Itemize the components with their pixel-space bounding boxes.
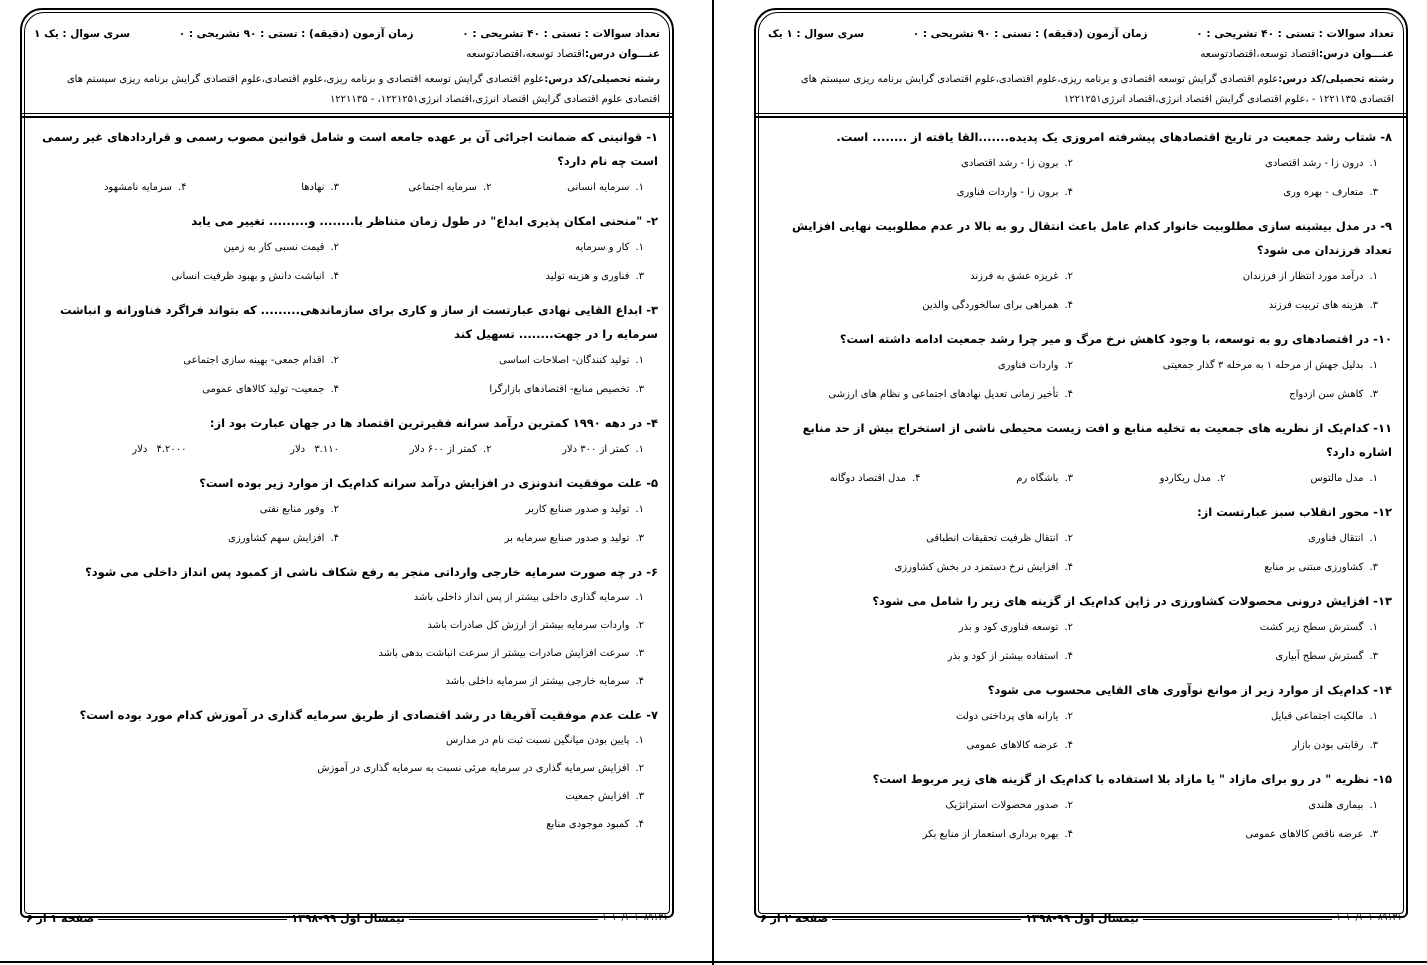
option[interactable] — [34, 233, 339, 262]
option-text: استفاده بیشتر از کود و بذر — [947, 651, 1059, 662]
question — [768, 767, 1392, 791]
question-text: در چه صورت سرمایه خارجی وارداتی منجر به رفع شکاف ناشی از کمبود پس انداز داخلی می شود؟ — [85, 565, 643, 579]
option-number: ۱. — [635, 444, 644, 455]
option[interactable] — [1073, 731, 1378, 760]
options — [768, 524, 1392, 582]
option[interactable] — [1073, 291, 1378, 320]
option-text: تخصیص منابع- اقتصادهای بازارگرا — [489, 384, 630, 395]
option-number: ۱. — [635, 182, 644, 193]
page-divider — [712, 0, 714, 965]
option[interactable] — [768, 791, 1073, 820]
option-number: ۱. — [635, 355, 644, 366]
option[interactable] — [1073, 149, 1378, 178]
option[interactable] — [1073, 820, 1378, 849]
question — [34, 298, 658, 346]
question — [768, 416, 1392, 464]
option-number: ۴. — [1064, 829, 1073, 840]
exam-code: ۱۰۱۰/۱۰۱۰۸۹۱۳۱ — [602, 913, 668, 923]
option-text: قیمت نسبی کار به زمین — [223, 242, 325, 253]
option-number: ۲. — [1064, 271, 1073, 282]
option[interactable] — [1073, 262, 1378, 291]
option-text: کمتر از ۳۰۰ دلار — [562, 444, 630, 455]
option-text: درآمد مورد انتظار از فرزندان — [1242, 271, 1364, 282]
option[interactable] — [768, 149, 1073, 178]
question-number: ۳- — [646, 303, 658, 317]
options — [34, 435, 658, 464]
option-number: ۴. — [156, 444, 166, 455]
option-text: افزایش جمعیت — [565, 791, 630, 802]
option-text: متعارف - بهره وری — [1283, 187, 1364, 198]
option-text: تولید کنندگان- اصلاحات اساسی — [499, 355, 630, 366]
option-number: ۲. — [330, 355, 339, 366]
question — [34, 471, 658, 495]
option-number: ۱. — [1369, 533, 1378, 544]
question-text: کدام‌یک از نظریه های جمعیت به تخلیه منابع و افت زیست محیطی ناشی از استخراج بیش از حد منابع اشاره دارد؟ — [802, 421, 1392, 459]
option-text: عرضه ناقص کالاهای عمومی — [1245, 829, 1364, 840]
option-number: ۲. — [330, 242, 339, 253]
option-number: ۳. — [635, 533, 644, 544]
option-number: ۲. — [1064, 622, 1073, 633]
question-text: کدام‌یک از موارد زیر از موانع نوآوری های القایی محسوب می شود؟ — [987, 683, 1370, 697]
option-number: ۱. — [635, 592, 644, 603]
option-text: مدل اقتصاد دوگانه — [829, 473, 906, 484]
course-label: عنـــوان درس: — [584, 48, 660, 60]
question-number: ۱۱- — [1373, 421, 1392, 435]
option-text: درون زا - رشد اقتصادی — [1265, 158, 1364, 169]
option-number: ۴. — [1064, 389, 1073, 400]
option-text: انتقال فناوری — [1307, 533, 1364, 544]
option-number: ۱. — [1369, 800, 1378, 811]
option-number: ۱. — [1369, 622, 1378, 633]
option-text: انتقال ظرفیت تحقیقات انطباقی — [926, 533, 1059, 544]
question-text: در دهه ۱۹۹۰ کمترین درآمد سرانه فقیرترین اقتصاد ها در جهان عبارت بود از: — [209, 416, 643, 430]
question-text: افزایش درونی محصولات کشاورزی در ژاپن کدام‌یک از گزینه های زیر را شامل می شود؟ — [872, 594, 1370, 608]
footer-rule — [409, 916, 598, 920]
question-text: نظریه " در رو برای مازاد " یا مازاد بلا استفاده با کدام‌یک از گزینه های زیر مربوط است؟ — [872, 772, 1370, 786]
option-number: ۲. — [1064, 533, 1073, 544]
option[interactable] — [339, 346, 644, 375]
page-number: صفحه ۱ از ۶ — [26, 911, 95, 925]
footer-rule — [832, 916, 1021, 920]
option-number: ۴. — [177, 182, 187, 193]
question-number: ۲- — [646, 214, 658, 228]
option-number: ۴. — [635, 819, 644, 830]
question — [768, 125, 1392, 149]
option-number: ۴. — [330, 533, 339, 544]
field-label: رشته تحصیلی/کد درس: — [1278, 74, 1394, 85]
option-text: کار و سرمایه — [575, 242, 630, 253]
option-number: ۲. — [1064, 360, 1073, 371]
option[interactable] — [34, 612, 644, 640]
option-text: غریزه عشق به فرزند — [970, 271, 1059, 282]
option-text: سرعت افزایش صادرات بیشتر از سرعت انباشت بدهی باشد — [378, 648, 630, 659]
options — [768, 464, 1392, 493]
option[interactable] — [1073, 553, 1378, 582]
option-text: یارانه های پرداختی دولت — [955, 711, 1059, 722]
footer-rule — [1143, 916, 1332, 920]
option[interactable] — [34, 783, 644, 811]
option[interactable] — [34, 755, 644, 783]
option[interactable] — [768, 262, 1073, 291]
option[interactable] — [34, 640, 644, 668]
option-text: واردات سرمایه بیشتر از ارزش کل صادرات باشد — [427, 620, 630, 631]
option-text: نهادها — [301, 182, 325, 193]
option-number: ۴. — [911, 473, 921, 484]
option-number: ۲. — [1064, 158, 1073, 169]
option[interactable] — [339, 173, 492, 202]
option-number: ۲. — [1064, 800, 1073, 811]
question-number: ۴- — [646, 416, 658, 430]
option[interactable] — [1073, 351, 1378, 380]
question-text: شتاب رشد جمعیت در تاریخ اقتصادهای پیشرفته امروزی یک پدیده.......القا یافته از ........ است. — [836, 130, 1377, 144]
exam-frame — [20, 8, 674, 918]
option-number: ۲. — [330, 504, 339, 515]
field-list: علوم اقتصادی گرایش توسعه اقتصادی و برنامه ریزی،علوم اقتصادی،علوم اقتصادی گرایش برنامه ریزی سیستم های اقتصادی علوم اقتصادی گرایش اقتصاد انرژی،اقتصاد انرژی۱۲۲۱۲۵۱، - ۱۲۲۱۱۳۵ — [66, 74, 660, 105]
option-number: ۳. — [635, 791, 644, 802]
options — [34, 727, 658, 839]
question — [34, 209, 658, 233]
question-number: ۱۴- — [1373, 683, 1392, 697]
options — [768, 702, 1392, 760]
option-text: فناوری و هزینه تولید — [545, 271, 630, 282]
question-number: ۶- — [646, 565, 658, 579]
options — [768, 149, 1392, 207]
exam-time: زمان آزمون (دقیقه) : تستی : ۹۰ تشریحی : ۰ — [912, 28, 1148, 40]
options — [34, 495, 658, 553]
option-text: سرمایه نامشهود — [103, 182, 172, 193]
option-text: افزایش سهم کشاورزی — [228, 533, 325, 544]
header-row-meta — [768, 24, 1394, 44]
question-number: ۸- — [1380, 130, 1392, 144]
option-number: ۳. — [314, 444, 323, 455]
question-list — [22, 125, 672, 839]
question-number: ۹- — [1380, 219, 1392, 233]
options — [34, 346, 658, 404]
option-number: ۴. — [1064, 187, 1073, 198]
option[interactable] — [34, 495, 339, 524]
question-number: ۱- — [646, 130, 658, 144]
question-number: ۱۵- — [1373, 772, 1392, 786]
option-text: گسترش سطح آبیاری — [1275, 651, 1364, 662]
option[interactable] — [768, 464, 921, 493]
option-text: توسعه فناوری کود و بذر — [958, 622, 1059, 633]
option[interactable] — [339, 435, 492, 464]
question-text: قوانینی که ضمانت اجرائی آن بر عهده جامعه است و شامل قوانین مصوب رسمی و قراردادهای غیر رسمی است چه نام دارد؟ — [42, 130, 658, 168]
header-row-course — [34, 48, 660, 66]
question — [768, 327, 1392, 351]
header-row-field — [34, 70, 660, 110]
option-text: برون زا - واردات فناوری — [956, 187, 1059, 198]
option[interactable] — [768, 291, 1073, 320]
option[interactable] — [1073, 642, 1378, 671]
options — [34, 173, 658, 202]
question — [768, 214, 1392, 262]
option-number: ۳. — [1369, 389, 1378, 400]
option-number: ۴. — [330, 384, 339, 395]
option-number: ۴. — [1064, 651, 1073, 662]
option-text: وفور منابع نفتی — [259, 504, 325, 515]
bottom-rule — [0, 961, 1427, 963]
option-number: ۴. — [330, 271, 339, 282]
option[interactable] — [492, 435, 645, 464]
option-text: صدور محصولات استراتژیک — [945, 800, 1059, 811]
option[interactable] — [492, 173, 645, 202]
option-number: ۱. — [1369, 711, 1378, 722]
question-text: علت موفقیت اندونزی در افزایش درآمد سرانه کدام‌یک از موارد زیر بوده است؟ — [199, 476, 643, 490]
question-text: در اقتصادهای رو به توسعه، با وجود کاهش نرخ مرگ و میر چرا رشد جمعیت ادامه داشته است؟ — [839, 332, 1370, 346]
question-number: ۱۳- — [1373, 594, 1392, 608]
option-number: ۱. — [635, 735, 644, 746]
question-number: ۵- — [646, 476, 658, 490]
option-text: مالکیت اجتماعی قبایل — [1270, 711, 1364, 722]
option-text: کاهش سن ازدواج — [1289, 389, 1364, 400]
option[interactable] — [1073, 178, 1378, 207]
option-text: مدل ریکاردو — [1159, 473, 1211, 484]
option-text: افزایش سرمایه گذاری در سرمایه مرئی نسبت به سرمایه گذاری در آموزش — [317, 763, 630, 774]
option-number: ۲. — [482, 182, 492, 193]
question-text: "منحنی امکان پذیری ابداع" در طول زمان متناظر با........ و......... تغییر می یابد — [191, 214, 643, 228]
options — [768, 613, 1392, 671]
option[interactable] — [34, 435, 187, 464]
option-number: ۳. — [635, 648, 644, 659]
option[interactable] — [921, 464, 1074, 493]
option-text: سرمایه گذاری داخلی بیشتر از پس انداز داخلی باشد — [413, 592, 630, 603]
option[interactable] — [1073, 524, 1378, 553]
option-text: عرضه کالاهای عمومی — [966, 740, 1059, 751]
option[interactable] — [768, 702, 1073, 731]
option-number: ۳. — [635, 271, 644, 282]
term-label: نیمسال اول ۹۹-۱۳۹۸ — [1025, 911, 1139, 925]
option-number: ۲. — [1064, 711, 1073, 722]
question-number: ۱۰- — [1373, 332, 1392, 346]
option[interactable] — [768, 613, 1073, 642]
option-text: سرمایه انسانی — [567, 182, 630, 193]
option-text: کمبود موجودی منابع — [546, 819, 630, 830]
question — [34, 125, 658, 173]
header-row-course — [768, 48, 1394, 66]
question — [768, 678, 1392, 702]
option-number: ۳. — [1369, 829, 1378, 840]
option[interactable] — [1073, 613, 1378, 642]
course-label: عنـــوان درس: — [1318, 48, 1394, 60]
exam-header — [22, 10, 672, 118]
option[interactable] — [768, 820, 1073, 849]
option[interactable] — [339, 524, 644, 553]
option-number: ۱. — [1369, 271, 1378, 282]
option[interactable] — [1226, 464, 1379, 493]
term-label: نیمسال اول ۹۹-۱۳۹۸ — [291, 911, 405, 925]
option-text: بدلیل جهش از مرحله ۱ به مرحله ۳ گذار جمعیتی — [1162, 360, 1364, 371]
exam-time: زمان آزمون (دقیقه) : تستی : ۹۰ تشریحی : ۰ — [178, 28, 414, 40]
option-text: باشگاه رم — [1016, 473, 1059, 484]
option-text: پایین بودن میانگین نسبت ثبت نام در مدارس — [445, 735, 630, 746]
option-text: ۲۰۰۰ دلار — [132, 444, 187, 455]
option[interactable] — [1073, 380, 1378, 409]
question-number: ۱۲- — [1373, 505, 1392, 519]
option-number: ۲. — [635, 620, 644, 631]
option[interactable] — [1073, 791, 1378, 820]
question — [768, 500, 1392, 524]
option[interactable] — [768, 380, 1073, 409]
option-number: ۲. — [635, 763, 644, 774]
option-text: واردات فناوری — [997, 360, 1059, 371]
option-text: تأخیر زمانی تعدیل نهادهای اجتماعی و نظام های ارزشی — [828, 389, 1059, 400]
header-row-meta — [34, 24, 660, 44]
option-text: جمعیت- تولید کالاهای عمومی — [202, 384, 325, 395]
question — [768, 589, 1392, 613]
option-text: سرمایه اجتماعی — [408, 182, 477, 193]
option-text: مدل مالتوس — [1310, 473, 1364, 484]
question-text: در مدل بیشینه سازی مطلوبیت خانوار کدام عامل باعث انتقال رو به بالا در عدم مطلوبیت نهایی افزایش تعداد فرزندان می شود؟ — [791, 219, 1392, 257]
option[interactable] — [768, 178, 1073, 207]
question-series: سری سوال : ۱ یک — [768, 28, 865, 40]
option[interactable] — [34, 584, 644, 612]
page-footer — [26, 908, 668, 928]
footer-rule — [98, 916, 287, 920]
option-number: ۳. — [1369, 300, 1378, 311]
options — [768, 351, 1392, 409]
option-number: ۳. — [330, 182, 339, 193]
question-text: علت عدم موفقیت آفریقا در رشد اقتصادی از طریق سرمایه گذاری در آموزش کدام مورد بوده است؟ — [79, 708, 643, 722]
option-number: ۱. — [1369, 360, 1378, 371]
option-number: ۴. — [1064, 562, 1073, 573]
option[interactable] — [34, 375, 339, 404]
option[interactable] — [768, 524, 1073, 553]
option-text: بهره برداری استعمار از منابع بکر — [922, 829, 1059, 840]
option-text: کمتر از ۶۰۰ دلار — [409, 444, 477, 455]
option-number: ۴. — [1064, 740, 1073, 751]
question-list — [756, 125, 1406, 849]
option[interactable] — [339, 495, 644, 524]
page-number: صفحه ۲ از ۶ — [760, 911, 829, 925]
option-number: ۳. — [1369, 651, 1378, 662]
question-text: محور انقلاب سبز عبارتست از: — [1197, 505, 1370, 519]
option-number: ۱. — [1369, 158, 1378, 169]
options — [34, 233, 658, 291]
option-number: ۲. — [482, 444, 492, 455]
option-text: سرمایه خارجی بیشتر از سرمایه داخلی باشد — [445, 676, 630, 687]
option-number: ۳. — [1369, 562, 1378, 573]
option-text: همراهی برای سالخوردگی والدین — [922, 300, 1059, 311]
option-text: اقدام جمعی- بهینه سازی اجتماعی — [183, 355, 325, 366]
option[interactable] — [339, 262, 644, 291]
option-number: ۳. — [1369, 740, 1378, 751]
options — [768, 791, 1392, 849]
option[interactable] — [34, 524, 339, 553]
option[interactable] — [339, 375, 644, 404]
exam-page-2 — [754, 8, 1408, 928]
option-text: افزایش نرخ دستمزد در بخش کشاورزی — [894, 562, 1059, 573]
option-number: ۳. — [1369, 187, 1378, 198]
option-text: انباشت دانش و بهبود ظرفیت انسانی — [171, 271, 325, 282]
option[interactable] — [187, 435, 340, 464]
exam-code: ۱۰۱۰/۱۰۱۰۸۹۱۳۱ — [1336, 913, 1402, 923]
exam-header — [756, 10, 1406, 118]
page-footer — [760, 908, 1402, 928]
course-title: اقتصاد توسعه،اقتصادتوسعه — [1200, 48, 1319, 60]
option[interactable] — [34, 173, 187, 202]
option-number: ۴. — [635, 676, 644, 687]
options — [768, 262, 1392, 320]
option[interactable] — [1073, 464, 1226, 493]
question — [34, 560, 658, 584]
option[interactable] — [768, 553, 1073, 582]
option-text: کشاورزی مبتنی بر منابع — [1264, 562, 1364, 573]
option-text: برون زا - رشد اقتصادی — [961, 158, 1059, 169]
option-text: بیماری هلندی — [1308, 800, 1364, 811]
field-list: علوم اقتصادی گرایش توسعه اقتصادی و برنامه ریزی،علوم اقتصادی،علوم اقتصادی گرایش برنامه ریزی سیستم های اقتصادی ۱۲۲۱۱۳۵ - ،علوم اقتصادی گرایش اقتصاد انرژی،اقتصاد انرژی۱۲۲۱۲۵۱ — [800, 74, 1394, 105]
option-number: ۲. — [1216, 473, 1226, 484]
field-label: رشته تحصیلی/کد درس: — [544, 74, 660, 85]
question-text: ابداع القایی نهادی عبارتست از ساز و کاری برای سازماندهی......... که بتواند فراگرد فناورانه و انباشت سرمایه را در جهت........ تسهیل کند — [60, 303, 658, 341]
exam-frame — [754, 8, 1408, 918]
question-counts: تعداد سوالات : تستی : ۴۰ تشریحی : ۰ — [1196, 28, 1394, 40]
option-number: ۱. — [635, 504, 644, 515]
option-text: ۱۱۰ دلار — [290, 444, 339, 455]
question — [34, 411, 658, 435]
exam-page-1 — [20, 8, 674, 928]
option[interactable] — [339, 233, 644, 262]
option-number: ۱. — [635, 242, 644, 253]
question-counts: تعداد سوالات : تستی : ۴۰ تشریحی : ۰ — [462, 28, 660, 40]
option-text: هزینه های تربیت فرزند — [1268, 300, 1364, 311]
option[interactable] — [187, 173, 340, 202]
option-text: رقابتی بودن بازار — [1292, 740, 1364, 751]
question-number: ۷- — [646, 708, 658, 722]
option[interactable] — [768, 731, 1073, 760]
option[interactable] — [768, 351, 1073, 380]
option[interactable] — [768, 642, 1073, 671]
option[interactable] — [34, 668, 644, 696]
option[interactable] — [34, 262, 339, 291]
option-number: ۴. — [1064, 300, 1073, 311]
course-title: اقتصاد توسعه،اقتصادتوسعه — [466, 48, 585, 60]
option[interactable] — [34, 811, 644, 839]
option-text: گسترش سطح زیر کشت — [1259, 622, 1364, 633]
option-number: ۳. — [1064, 473, 1073, 484]
option-text: تولید و صدور صنایع کاربر — [525, 504, 630, 515]
question — [34, 703, 658, 727]
option-number: ۱. — [1369, 473, 1378, 484]
option[interactable] — [1073, 702, 1378, 731]
option[interactable] — [34, 346, 339, 375]
option-number: ۳. — [635, 384, 644, 395]
option-text: تولید و صدور صنایع سرمایه بر — [504, 533, 630, 544]
header-row-field — [768, 70, 1394, 110]
option[interactable] — [34, 727, 644, 755]
options — [34, 584, 658, 696]
question-series: سری سوال : یک ۱ — [34, 28, 131, 40]
